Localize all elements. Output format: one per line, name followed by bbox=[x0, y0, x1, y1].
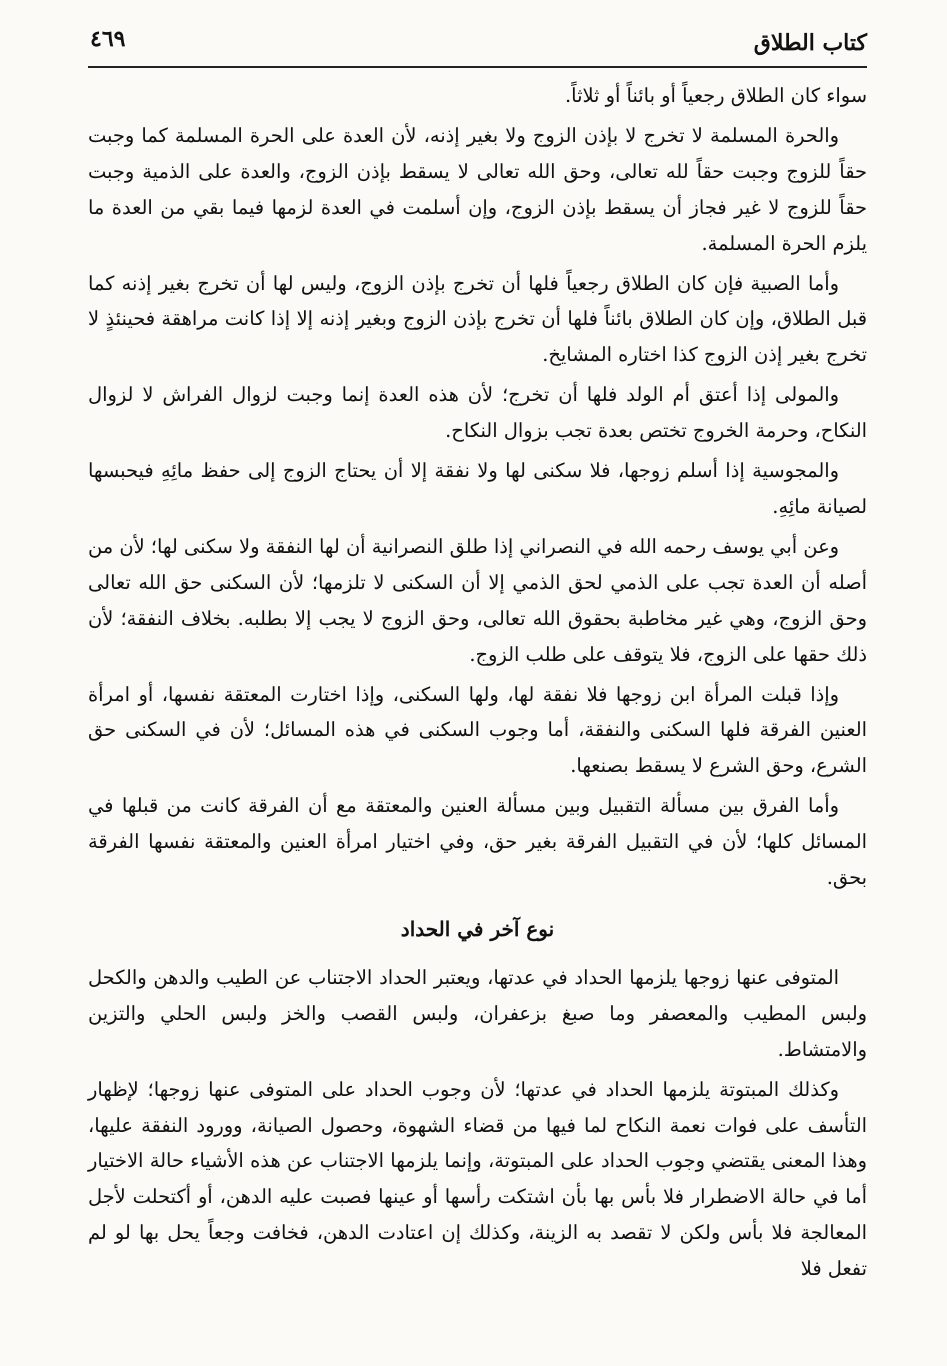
paragraph-abu-yusuf: وعن أبي يوسف رحمه الله في النصراني إذا طلق النصرانية أن لها النفقة ولا سكنى لها؛ لأن من أصله أن العدة تجب على الذمي لحق الذمي إلا أن السكنى لا تلزمها؛ لأن السكنى حق الله تعالى وحق الزوج، وهي غير مخاطبة بحقوق الله تعالى، وحق الزوج لا يجب إلا بطلبه. بخلاف النفقة؛ لأن ذلك حقها على الزوج، فلا يتوقف على طلب الزوج. bbox=[88, 534, 867, 666]
page-number: ٤٦٩ bbox=[90, 26, 126, 52]
paragraph-free-muslim-woman: والحرة المسلمة لا تخرج لا بإذن الزوج ولا بغير إذنه، لأن العدة على الحرة المسلمة كما وجبت حقاً للزوج وجبت حقاً لله تعالى، وحق الله تعالى لا يسقط بإذن الزوج، والعدة على الذمية وجبت حقاً للزوج لا غير فجاز أن يسقط بإذن الزوج، وإن أسلمت في العدة لزمها فيما بقي من العدة ما يلزم الحرة المسلمة. bbox=[88, 123, 867, 255]
paragraph-stepson-kiss: وإذا قبلت المرأة ابن زوجها فلا نفقة لها، ولها السكنى، وإذا اختارت المعتقة نفسها، أو امرأة العنين الفرقة فلها السكنى والنفقة، أما وجوب السكنى في هذه المسائل؛ لأن في السكنى حق الشرع، وحق الشرع لا يسقط بصنعها. bbox=[88, 682, 867, 778]
paragraph-mourning-divorcee: وكذلك المبتوتة يلزمها الحداد في عدتها؛ لأن وجوب الحداد على المتوفى عنها زوجها؛ لإظهار التأسف على فوات نعمة النكاح لما فيها من قضاء الشهوة، وحصول الصيانة، وورود النفقة عليها، وهذا المعنى يقتضي وجوب الحداد على المبتوتة، وإنما يلزمها الاجتناب عن هذه الأشياء حالة الاختيار أما في حالة الاضطرار فلا بأس بها بأن اشتكت رأسها أو عينها فصبت عليه الدهن، أو أكتحلت لأجل المعالجة فلا بأس ولكن لا تقصد به الزينة، وكذلك إن اعتادت الدهن، فخافت وجعاً يحل بها لو لم تفعل فلا bbox=[88, 1077, 867, 1281]
header-divider bbox=[88, 66, 867, 68]
paragraph-umm-walad: والمولى إذا أعتق أم الولد فلها أن تخرج؛ لأن هذه العدة إنما وجبت لزوال الفراش لا لزوال النكاح، وحرمة الخروج تختص بعدة تجب بزوال النكاح. bbox=[88, 383, 867, 443]
paragraph-continuation: سواء كان الطلاق رجعياً أو بائناً أو ثلاثاً. bbox=[565, 84, 867, 107]
paragraph-mourning-widow: المتوفى عنها زوجها يلزمها الحداد في عدتها، ويعتبر الحداد الاجتناب عن الطيب والدهن والكحل ولبس المطيب والمعصفر وما صبغ بزعفران، ولبس القصب والخز ولبس الحلي والتزين والامتشاط. bbox=[88, 965, 867, 1061]
paragraph-difference: وأما الفرق بين مسألة التقبيل وبين مسألة العنين والمعتقة مع أن الفرقة كانت من قبلها في المسائل كلها؛ لأن في التقبيل الفرقة بغير حق، وفي اختيار امرأة العنين والمعتقة نفسها الفرقة بحق. bbox=[88, 794, 867, 890]
page-header bbox=[88, 26, 867, 66]
paragraph-magian-woman: والمجوسية إذا أسلم زوجها، فلا سكنى لها ولا نفقة إلا أن يحتاج الزوج إلى حفظ مائِهِ فيحبسها لصيانة مائِهِ. bbox=[88, 459, 867, 518]
paragraph-young-girl: وأما الصبية فإن كان الطلاق رجعياً فلها أن تخرج بإذن الزوج، وليس لها أن تخرج بغير إذنه كما قبل الطلاق، وإن كان الطلاق بائناً فلها أن تخرج بإذن الزوج وبغير إذنه إلا إذا كانت مراهقة فحينئذٍ لا تخرج بغير إذن الزوج كذا اختاره المشايخ. bbox=[88, 271, 867, 367]
section-heading: نوع آخر في الحداد bbox=[400, 916, 555, 941]
chapter-title: كتاب الطلاق bbox=[753, 30, 867, 56]
page-body bbox=[88, 78, 867, 1346]
